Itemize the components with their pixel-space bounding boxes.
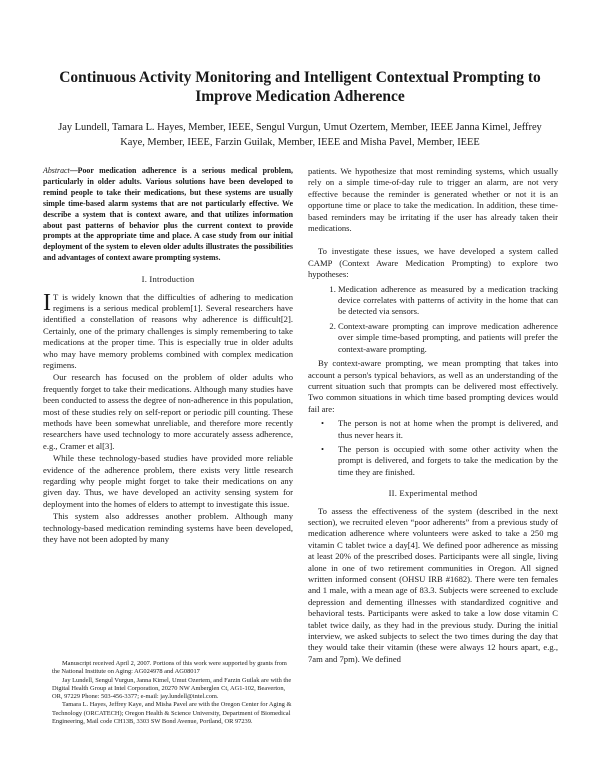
intro-paragraph-3: While these technology-based studies have provided more reliable evidence of the adherence problem, there exists very little research regarding why people might forget to take their medications on any given day. Thus, we have developed an activity sensing system for deployment into the homes of elders to attempt to investigate this issue. — [43, 453, 293, 509]
drop-cap: I — [43, 289, 51, 316]
right-paragraph-3: By context-aware prompting, we mean prompting that takes into account a person's typical behaviors, as well as an understanding of the current situation such that prompts can be delivered most effectively. Two common situations in which time based prompting devices would fail are: — [308, 358, 558, 414]
footnote-ohsu-affiliation: Tamara L. Hayes, Jeffrey Kaye, and Misha Pavel are with the Oregon Center for Aging & Technology (ORCATECH); Oregon Health & Science University, Department of Biomedical Engineering, Mail code CH13B, 3303 SW Bond Avenue, Portland, OR 97239. — [52, 701, 292, 726]
abstract — [43, 166, 293, 264]
failure-situations-list — [308, 418, 558, 478]
abstract-text: —Poor medication adherence is a serious medical problem, particularly in older adults. Various solutions have been developed to remind people to take their medications, but these systems are usually simple time-based alarm systems that are not particularly effective. We describe a system that is context aware, and that utilizes information about past patterns of behavior plus the current context to provide prompts at the appropriate time and place. A case study from our initial deployment of the system to eleven older adults illustrates the possibilities and advantages of context aware prompting systems. — [43, 166, 293, 263]
intro-paragraph-1 — [43, 289, 293, 372]
section-heading-introduction: I. Introduction — [141, 274, 195, 285]
footnote-intel-affiliation: Jay Lundell, Sengul Vurgun, Janna Kimel, Umut Ozertem, and Farzin Guilak are with the Digital Health Group at Intel Corporation, 20270 NW Amberglen Ct, AG1-102, Beaverton, OR, 97229 Phone: 503-456-3377; e-mail: jay.lundell@intel.com. — [52, 676, 292, 701]
intro-paragraph-4: This system also addresses another problem. Although many technology-based medication reminding systems have been developed, they have not been adopted by many — [43, 511, 293, 545]
hypothesis-item: 2. Context-aware prompting can improve medication adherence over simple time-based prompting, and patients will prefer the context-aware prompting. — [338, 321, 558, 355]
right-paragraph-2: To investigate these issues, we have developed a system called CAMP (Context Aware Medication Prompting) to explore two hypotheses: — [308, 246, 558, 280]
footnotes — [52, 660, 296, 726]
right-column — [308, 166, 558, 666]
intro-paragraph-1-text: T is widely known that the difficulties of adhering to medication regimens is a serious medical problem[1]. Several researchers have identified a constellation of reasons why adherence is difficult[2]. Certainly, one of the primary challenges is simply remembering to take medications at the proper time. This is especially true in older adults who may have memory problems combined with complex medication regimens. — [43, 291, 293, 370]
intro-paragraph-2: Our research has focused on the problem of older adults who frequently forget to take their medications. Although many studies have been conducted to assess the degree of non-adherence in this population, most of these studies rely on self-report or periodic pill counting. These methods have been somewhat unreliable, and therefore more recently researchers have used technology to more accurately assess adherence, e.g., Cramer et al[3]. — [43, 372, 293, 451]
section-heading-experimental-method: II. Experimental method — [388, 488, 478, 499]
situation-item: • The person is not at home when the prompt is delivered, and thus never hears it. — [338, 418, 558, 441]
situation-item: • The person is occupied with some other activity when the prompt is delivered, and forgets to take the medication by the time they are finished. — [338, 444, 558, 478]
author-list: Jay Lundell, Tamara L. Hayes, Member, IEEE, Sengul Vurgun, Umut Ozertem, Member, IEEE Janna Kimel, Jeffrey Kaye, Member, IEEE, Farzin Guilak, Member, IEEE and Misha Pavel, Member, IEEE — [58, 122, 542, 148]
right-paragraph-1: patients. We hypothesize that most reminding systems, which usually rely on a simple time-of-day rule to trigger an alarm, are not very effective because the reminder is generated whether or not it is an opportune time or place to take the medication. In addition, these time-based reminders may be irritating if the user has already taken their medications. — [308, 166, 558, 234]
methods-paragraph-1: To assess the effectiveness of the system (described in the next section), we recruited eleven “poor adherents” from a previous study of medication adherence where volunteers were asked to take a 250 mg vitamin C tablet twice a day[4]. We defined poor adherence as missing at least 20% of the prescribed doses. Participants were all single, living alone in one of two retirement communities in Oregon. All signed written informed consent (OHSU IRB #1682). There were ten females and 1 male, with a mean age of 83.3. Subjects were screened to exclude depression and dementing illnesses with standardized cognitive and behavioral tests. Participants were asked to take a low dose vitamin C tablet twice daily, as they had in the previous study. During the initial interview, we asked subjects to select the two times during the day that they would take their vitamin (these were always 12 hours apart, e.g., 7am and 7pm). We defined — [308, 505, 558, 664]
footnote-funding: Manuscript received April 2, 2007. Portions of this work were supported by grants from the National Institute on Aging: AG024978 and AG08017 — [52, 660, 287, 676]
left-column — [43, 166, 293, 547]
paper-title: Continuous Activity Monitoring and Intelligent Contextual Prompting to Improve Medication Adherence — [59, 69, 541, 105]
hypotheses-list — [308, 284, 558, 355]
hypothesis-item: 1. Medication adherence as measured by a medication tracking device correlates with patterns of activity in the home that can be detected via sensors. — [338, 284, 558, 318]
abstract-label: Abstract — [43, 166, 70, 175]
